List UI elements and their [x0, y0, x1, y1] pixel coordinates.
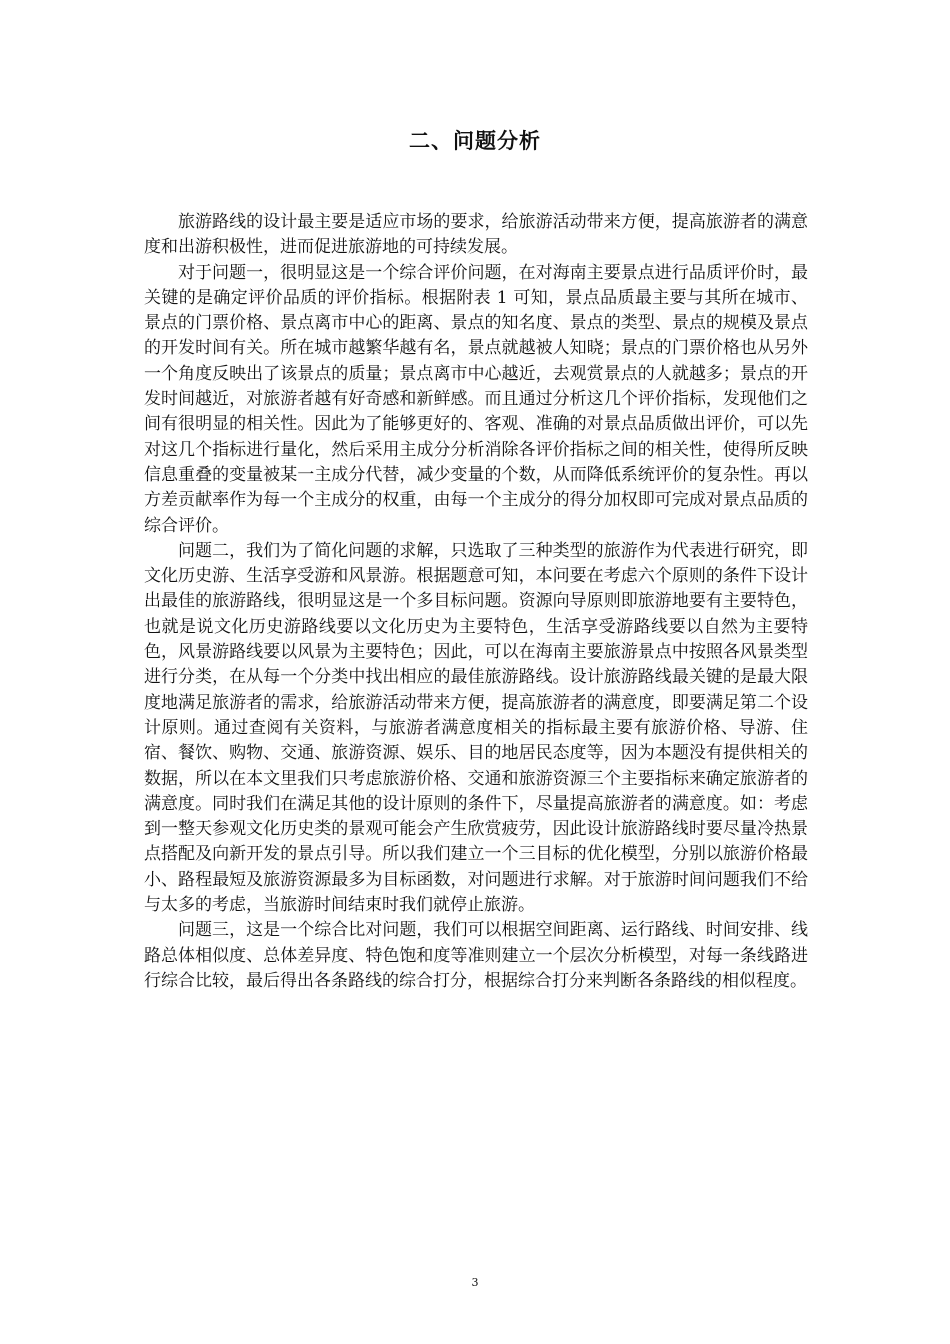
section-title: 二、问题分析 — [409, 129, 541, 153]
page-number: 3 — [471, 1276, 479, 1289]
body-text — [144, 210, 808, 994]
paragraph-intro: 旅游路线的设计最主要是适应市场的要求，给旅游活动带来方便，提高旅游者的满意度和出游积极性，进而促进旅游地的可持续发展。 — [144, 212, 808, 258]
paragraph-problem-three: 问题三，这是一个综合比对问题，我们可以根据空间距离、运行路线、时间安排、线路总体相似度、总体差异度、特色饱和度等准则建立一个层次分析模型，对每一条线路进行综合比较，最后得出各条路线的综合打分，根据综合打分来判断各条路线的相似程度。 — [144, 920, 808, 991]
paragraph-problem-one: 对于问题一，很明显这是一个综合评价问题，在对海南主要景点进行品质评价时，最关键的是确定评价品质的评价指标。根据附表 1 可知，景点品质最主要与其所在城市、景点的门票价格、景点离市中心的距离、景点的知名度、景点的类型、景点的规模及景点的开发时间有关。所在城市越繁华越有名，景点就越被人知晓；景点的门票价格也从另外一个角度反映出了该景点的质量；景点离市中心越近，去观赏景点的人就越多；景点的开发时间越近，对旅游者越有好奇感和新鲜感。而且通过分析这几个评价指标，发现他们之间有很明显的相关性。因此为了能够更好的、客观、准确的对景点品质做出评价，可以先对这几个指标进行量化，然后采用主成分分析消除各评价指标之间的相关性，使得所反映信息重叠的变量被某一主成分代替，减少变量的个数，从而降低系统评价的复杂性。再以方差贡献率作为每一个主成分的权重，由每一个主成分的得分加权即可完成对景点品质的综合评价。 — [144, 262, 808, 536]
paragraph-problem-two: 问题二，我们为了简化问题的求解，只选取了三种类型的旅游作为代表进行研究，即文化历史游、生活享受游和风景游。根据题意可知，本问要在考虑六个原则的条件下设计出最佳的旅游路线，很明显这是一个多目标问题。资源向导原则即旅游地要有主要特色，也就是说文化历史游路线要以文化历史为主要特色，生活享受游路线要以自然为主要特色，风景游路线要以风景为主要特色；因此，可以在海南主要旅游景点中按照各风景类型进行分类，在从每一个分类中找出相应的最佳旅游路线。设计旅游路线最关键的是最大限度地满足旅游者的需求，给旅游活动带来方便，提高旅游者的满意度，即要满足第二个设计原则。通过查阅有关资料，与旅游者满意度相关的指标最主要有旅游价格、导游、住宿、餐饮、购物、交通、旅游资源、娱乐、目的地居民态度等，因为本题没有提供相关的数据，所以在本文里我们只考虑旅游价格、交通和旅游资源三个主要指标来确定旅游者的满意度。同时我们在满足其他的设计原则的条件下，尽量提高旅游者的满意度。如：考虑到一整天参观文化历史类的景观可能会产生欣赏疲劳，因此设计旅游路线时要尽量冷热景点搭配及向新开发的景点引导。所以我们建立一个三目标的优化模型，分别以旅游价格最小、路程最短及旅游资源最多为目标函数，对问题进行求解。对于旅游时间问题我们不给与太多的考虑，当旅游时间结束时我们就停止旅游。 — [144, 540, 808, 916]
